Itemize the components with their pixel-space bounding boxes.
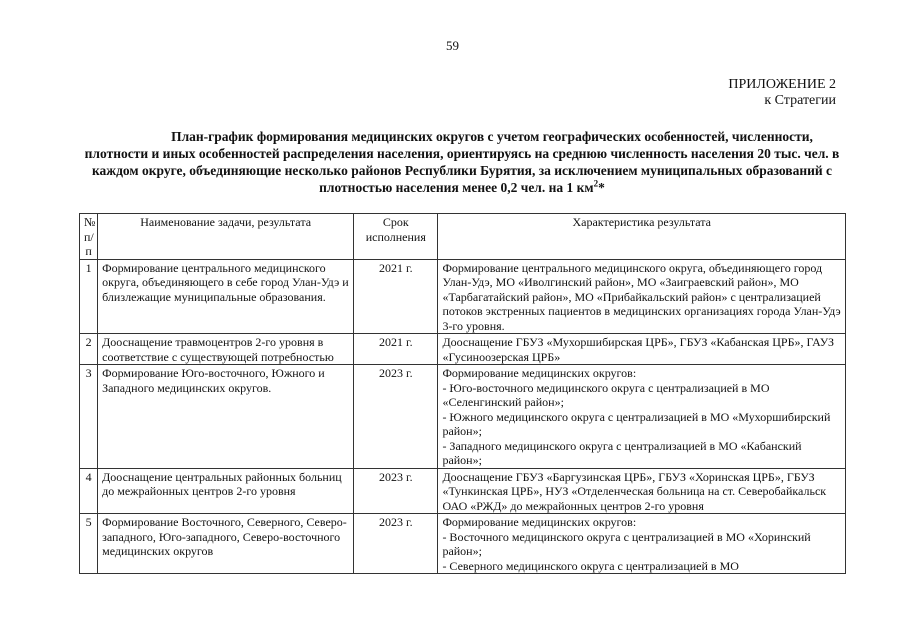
row-num: 1 bbox=[80, 259, 98, 334]
result-line: - Южного медицинского округа с централизацией в МО «Мухоршибирский район»; bbox=[442, 409, 831, 438]
appendix-subtitle: к Стратегии bbox=[764, 93, 836, 108]
table-header-row bbox=[80, 214, 846, 260]
appendix-title: ПРИЛОЖЕНИЕ 2 bbox=[728, 77, 836, 92]
row-term: 2021 г. bbox=[354, 334, 438, 365]
result-line: - Западного медицинского округа с централизацией в МО «Кабанский район»; bbox=[442, 438, 802, 467]
header-term: Срок исполнения bbox=[354, 214, 438, 260]
title-text: План-график формирования медицинских округов с учетом географических особенностей, численности, плотности и иных особенностей распределения населения, ориентируясь на среднюю численность населения 20 тыс. чел. в каждом округе, объединяющие несколько районов Республики Бурятия, за исключением муниципальных образований с плотностью населения менее 0,2 чел. на 1 км bbox=[84, 129, 840, 195]
table-row bbox=[80, 365, 846, 469]
table-row bbox=[80, 468, 846, 514]
document-title bbox=[80, 128, 844, 196]
row-term: 2023 г. bbox=[354, 468, 438, 514]
row-task: Формирование Восточного, Северного, Северо-западного, Юго-западного, Северо-восточного медицинских округов bbox=[98, 514, 354, 574]
header-task: Наименование задачи, результата bbox=[98, 214, 354, 260]
result-line: - Восточного медицинского округа с централизацией в МО «Хоринский район»; bbox=[442, 529, 811, 558]
title-suffix: * bbox=[598, 180, 605, 195]
table-row bbox=[80, 259, 846, 334]
appendix-label bbox=[728, 77, 836, 109]
result-line: Формирование медицинских округов: bbox=[442, 515, 637, 529]
row-term: 2023 г. bbox=[354, 365, 438, 469]
row-num: 3 bbox=[80, 365, 98, 469]
row-num: 4 bbox=[80, 468, 98, 514]
header-num: № п/п bbox=[80, 214, 98, 260]
row-result bbox=[438, 365, 846, 469]
result-line: - Северного медицинского округа с централизацией в МО bbox=[442, 558, 739, 573]
schedule-table bbox=[79, 213, 846, 574]
table-row bbox=[80, 334, 846, 365]
row-num: 5 bbox=[80, 514, 98, 574]
row-num: 2 bbox=[80, 334, 98, 365]
table-row bbox=[80, 514, 846, 574]
result-line: - Юго-восточного медицинского округа с централизацией в МО «Селенгинский район»; bbox=[442, 380, 770, 409]
row-term: 2021 г. bbox=[354, 259, 438, 334]
table-body bbox=[80, 259, 846, 574]
result-line: Формирование центрального медицинского округа, объединяющего город Улан-Удэ, МО «Иволгинский район», МО «Заиграевский район», МО «Тарбагатайский район», МО «Прибайкальский район» с централизацией потоков экстренных пациентов в медицинских организациях города Улан-Удэ 3-го уровня. bbox=[442, 260, 841, 333]
header-result: Характеристика результата bbox=[438, 214, 846, 260]
result-line: Дооснащение ГБУЗ «Мухоршибирская ЦРБ», ГБУЗ «Кабанская ЦРБ», ГАУЗ «Гусиноозерская ЦРБ» bbox=[442, 335, 835, 364]
row-result bbox=[438, 514, 846, 574]
row-task: Формирование центрального медицинского округа, объединяющего в себе город Улан-Удэ и близлежащие муниципальные образования. bbox=[98, 259, 354, 334]
page-number: 59 bbox=[446, 38, 459, 53]
row-result bbox=[438, 468, 846, 514]
row-result bbox=[438, 334, 846, 365]
row-task: Формирование Юго-восточного, Южного и Западного медицинских округов. bbox=[98, 365, 354, 469]
row-task: Дооснащение травмоцентров 2-го уровня в соответствие с существующей потребностью bbox=[98, 334, 354, 365]
row-task: Дооснащение центральных районных больниц до межрайонных центров 2-го уровня bbox=[98, 468, 354, 514]
result-line: Формирование медицинских округов: bbox=[442, 366, 637, 380]
result-line: Дооснащение ГБУЗ «Баргузинская ЦРБ», ГБУЗ «Хоринская ЦРБ», ГБУЗ «Тункинская ЦРБ», НУЗ «Отделенческая больница на ст. Северобайкальск ОАО «РЖД» до межрайонных центров 2-го уровня bbox=[442, 469, 827, 513]
row-term: 2023 г. bbox=[354, 514, 438, 574]
title-superscript: 2 bbox=[593, 178, 599, 189]
row-result bbox=[438, 259, 846, 334]
